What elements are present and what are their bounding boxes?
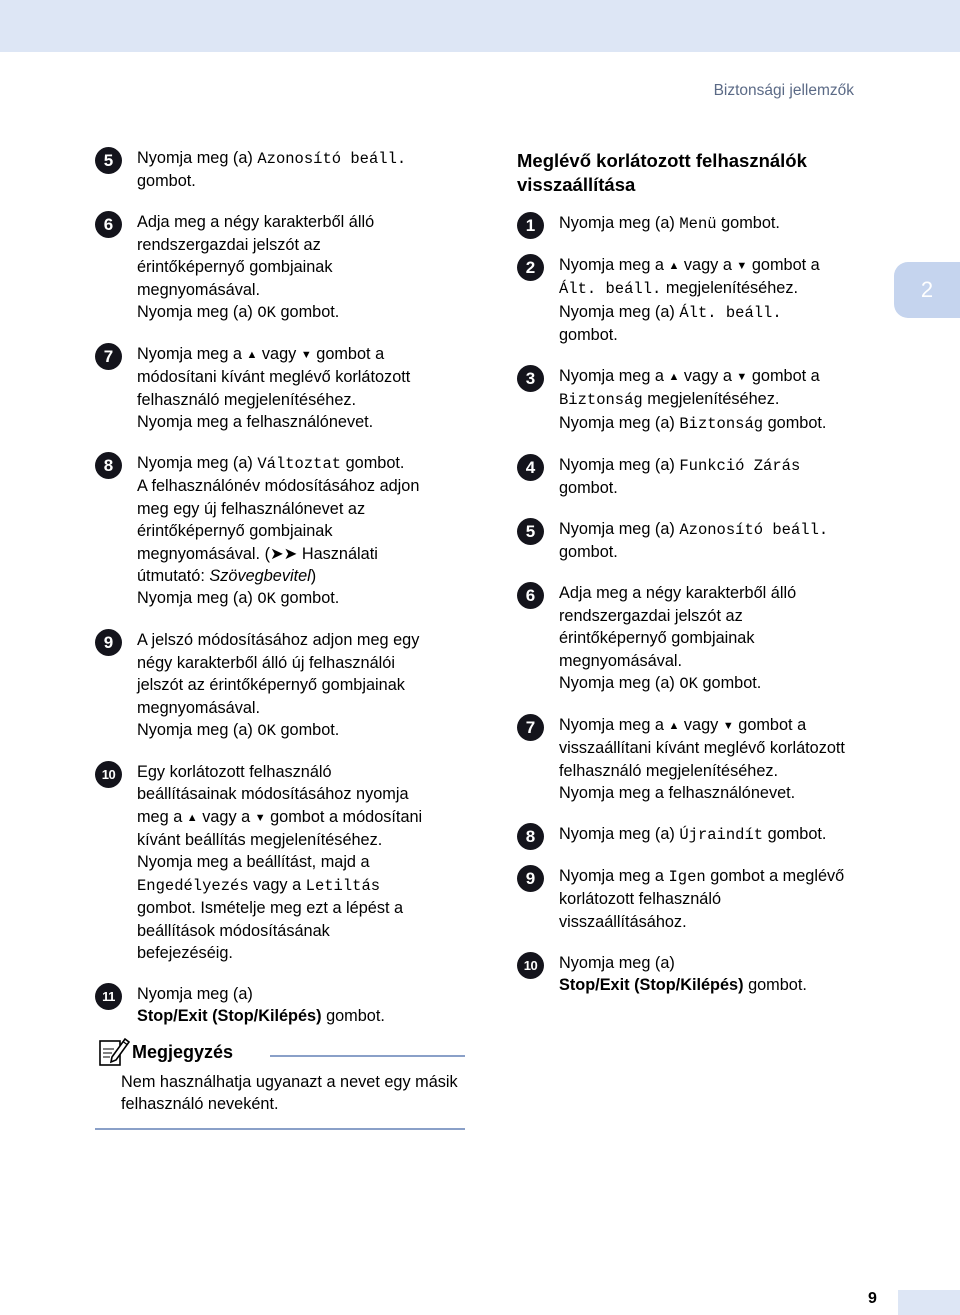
step-text: Nyomja meg (a) Azonosító beáll. gombot. xyxy=(559,520,829,562)
step-item xyxy=(517,865,897,933)
footer-bar xyxy=(898,1290,960,1315)
step-number-badge: 7 xyxy=(517,714,544,741)
step-item xyxy=(517,518,897,564)
step-item xyxy=(95,211,495,324)
step-text: Nyomja meg (a) Funkció Zárás gombot. xyxy=(559,455,801,498)
step-item xyxy=(517,582,897,695)
step-item xyxy=(517,952,897,997)
step-number-badge: 8 xyxy=(517,823,544,850)
step-number-badge: 10 xyxy=(95,761,122,788)
step-number-badge: 11 xyxy=(95,983,122,1010)
step-item xyxy=(517,454,897,500)
step-item xyxy=(517,212,897,235)
chapter-tab: 2 xyxy=(894,262,960,318)
step-item xyxy=(95,452,495,611)
note-box xyxy=(95,1035,465,1130)
step-text: Nyomja meg a ▲ vagy ▼ gombot a visszaállítani kívánt meglévő korlátozott felhasználó megjelenítéséhez. Nyomja meg a felhasználónevet. xyxy=(559,715,845,803)
step-text: Nyomja meg a ▲ vagy ▼ gombot a módosítani kívánt meglévő korlátozott felhasználó megjelenítéséhez. Nyomja meg a felhasználónevet. xyxy=(137,344,411,432)
step-item xyxy=(95,147,495,193)
section-heading: Meglévő korlátozott felhasználók visszaállítása xyxy=(517,150,807,195)
step-item xyxy=(517,823,897,846)
step-item xyxy=(517,365,897,435)
step-text: Nyomja meg (a) Változtat gombot. A felhasználónév módosításához adjon meg egy új felhasználónevet az érintőképernyő gombjainak megnyomásával. (➤➤ Használati útmutató: Szövegbevitel) Nyomja meg (a) OK gombot. xyxy=(137,453,420,609)
step-number-badge: 6 xyxy=(517,582,544,609)
step-number-badge: 9 xyxy=(95,629,122,656)
step-text: Egy korlátozott felhasználó beállításainak módosításához nyomja meg a ▲ vagy a ▼ gombot a módosítani kívánt beállítás megjelenítéséhez. Nyomja meg a beállítást, majd a Engedélyezés vagy a Letiltás gombot. Ismételje meg ezt a lépést a beállítások módosításának befejezéséig. xyxy=(137,762,423,963)
step-number-badge: 4 xyxy=(517,454,544,481)
step-text: A jelszó módosításához adjon meg egy négy karakterből álló új felhasználói jelszót az érintőképernyő gombjainak megnyomásával. Nyomja meg (a) OK gombot. xyxy=(137,631,420,740)
step-number-badge: 5 xyxy=(95,147,122,174)
note-text: Nem használhatja ugyanazt a nevet egy másik felhasználó neveként. xyxy=(121,1073,458,1114)
step-item xyxy=(95,629,495,742)
step-item xyxy=(517,254,897,347)
step-number-badge: 6 xyxy=(95,211,122,238)
step-item xyxy=(95,983,495,1028)
note-rule xyxy=(270,1055,465,1057)
step-text: Nyomja meg a ▲ vagy a ▼ gombot a Biztonság megjelenítéséhez. Nyomja meg (a) Biztonság gombot. xyxy=(559,367,827,433)
step-item xyxy=(95,343,495,434)
step-text: Adja meg a négy karakterből álló rendszergazdai jelszót az érintőképernyő gombjainak megnyomásával. Nyomja meg (a) OK gombot. xyxy=(559,584,797,693)
step-number-badge: 5 xyxy=(517,518,544,545)
note-header xyxy=(95,1035,465,1069)
step-text: Nyomja meg a ▲ vagy a ▼ gombot a Ált. beáll. megjelenítéséhez. Nyomja meg (a) Ált. beáll. gombot. xyxy=(559,255,820,345)
step-item xyxy=(95,761,495,965)
step-text: Nyomja meg (a) Stop/Exit (Stop/Kilépés) gombot. xyxy=(137,985,385,1026)
pencil-note-icon xyxy=(98,1035,130,1067)
step-number-badge: 8 xyxy=(95,452,122,479)
step-number-badge: 2 xyxy=(517,254,544,281)
step-text: Adja meg a négy karakterből álló rendszergazdai jelszót az érintőképernyő gombjainak megnyomásával. Nyomja meg (a) OK gombot. xyxy=(137,213,375,322)
step-item xyxy=(517,714,897,805)
step-number-badge: 1 xyxy=(517,212,544,239)
running-header: Biztonsági jellemzők xyxy=(713,82,854,99)
left-column xyxy=(95,147,495,1046)
top-banner xyxy=(0,0,960,52)
step-text: Nyomja meg (a) Menü gombot. xyxy=(559,214,780,233)
page-number: 9 xyxy=(868,1290,877,1307)
step-number-badge: 3 xyxy=(517,365,544,392)
note-title: Megjegyzés xyxy=(132,1042,234,1062)
right-column xyxy=(517,147,897,1015)
step-number-badge: 10 xyxy=(517,952,544,979)
step-number-badge: 7 xyxy=(95,343,122,370)
step-number-badge: 9 xyxy=(517,865,544,892)
step-text: Nyomja meg (a) Újraindít gombot. xyxy=(559,825,827,845)
note-bottom-rule xyxy=(95,1128,465,1130)
step-text: Nyomja meg (a) Stop/Exit (Stop/Kilépés) gombot. xyxy=(559,953,807,995)
step-text: Nyomja meg (a) Azonosító beáll. gombot. xyxy=(137,149,407,191)
step-text: Nyomja meg a Igen gombot a meglévő korlátozott felhasználó visszaállításához. xyxy=(559,866,845,931)
